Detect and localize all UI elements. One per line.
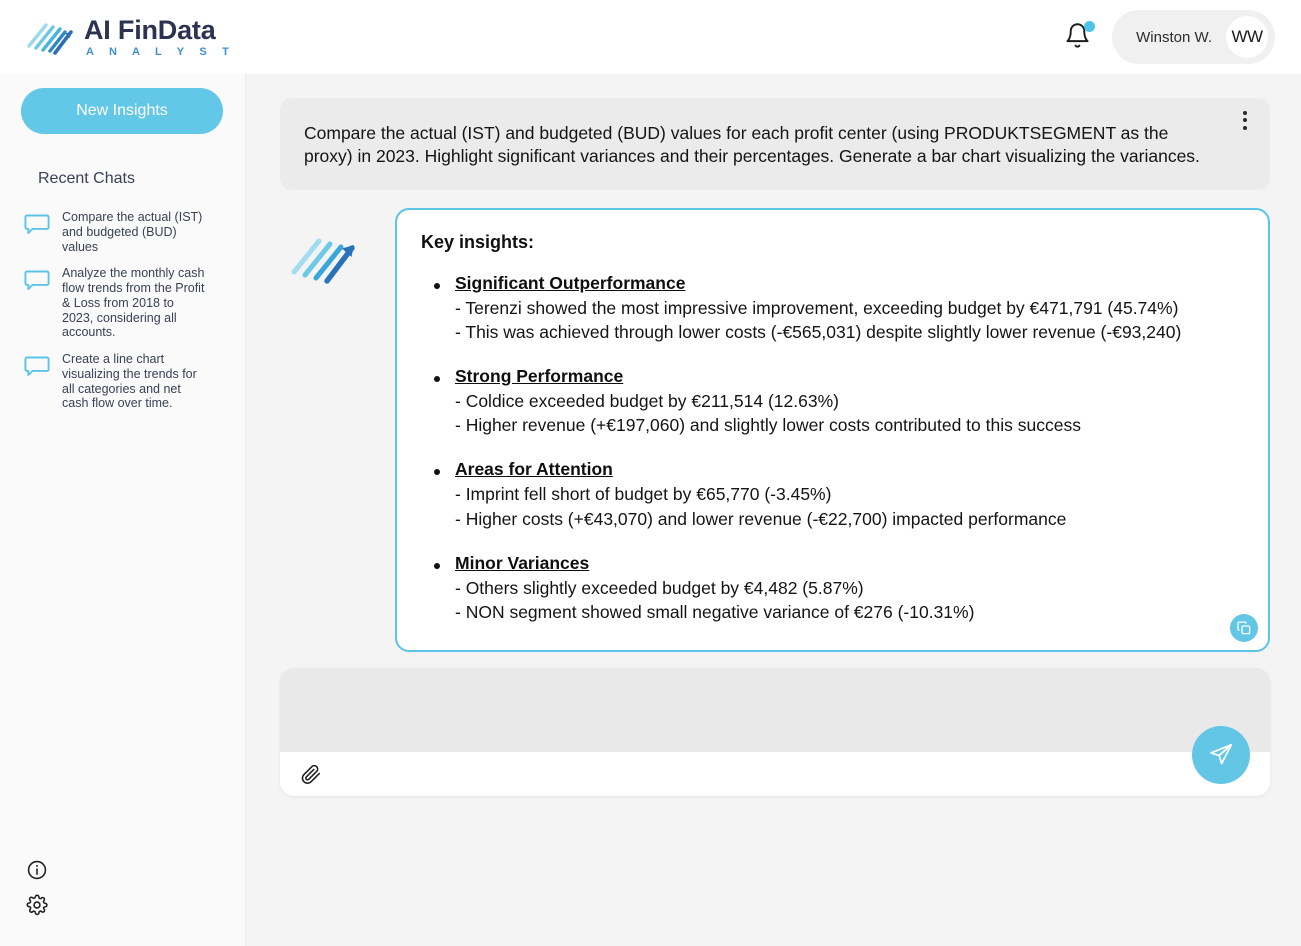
list-item[interactable] <box>0 260 245 346</box>
insights-list <box>421 273 1242 624</box>
user-message-text: Compare the actual (IST) and budgeted (BUD) values for each profit center (using PRODUKTSEGMENT as the proxy) in 2023. Highlight significant variances and their percentages. Generate a bar chart visualizing the variances. <box>304 123 1200 166</box>
insight-line: - This was achieved through lower costs (-€565,031) despite slightly lower revenue (-€93,240) <box>455 321 1182 342</box>
recent-chats-heading: Recent Chats <box>38 170 135 187</box>
sidebar-footer <box>0 859 245 946</box>
chat-bubble-icon <box>24 269 50 291</box>
user-menu[interactable] <box>1112 10 1275 64</box>
answer-card <box>395 208 1270 652</box>
gear-icon[interactable] <box>26 894 48 916</box>
insight-heading: Areas for Attention <box>455 459 613 480</box>
user-name: Winston W. <box>1136 28 1212 46</box>
notifications-button[interactable] <box>1064 21 1094 53</box>
chat-bubble-icon <box>24 355 50 377</box>
list-item-label: Analyze the monthly cash flow trends from the Profit & Loss from 2018 to 2023, considering all accounts. <box>62 266 205 340</box>
chat-bubble-icon <box>24 213 50 235</box>
logo-title: AI FinData <box>84 14 216 45</box>
logo-subtitle: A N A L Y S T <box>86 45 236 58</box>
list-item <box>421 553 1242 624</box>
diagonal-bars-arrow-logo-icon <box>24 15 80 59</box>
insight-line: - Coldice exceeded budget by €211,514 (12.63%) <box>455 391 839 412</box>
list-item-label: Compare the actual (IST) and budgeted (BUD) values <box>62 210 203 254</box>
user-message <box>280 98 1270 190</box>
insight-line: - Higher revenue (+€197,060) and slightly lower costs contributed to this success <box>455 415 1081 436</box>
list-item[interactable] <box>0 204 245 260</box>
body <box>0 74 1301 946</box>
insight-heading: Strong Performance <box>455 366 624 387</box>
copy-button[interactable] <box>1230 614 1258 642</box>
copy-icon <box>1236 620 1252 636</box>
list-item-label: Create a line chart visualizing the trends for all categories and net cash flow over time. <box>62 352 197 411</box>
insight-heading: Significant Outperformance <box>455 272 686 293</box>
top-bar-actions <box>1064 10 1275 64</box>
composer-area <box>280 668 1270 810</box>
attach-button[interactable] <box>300 761 326 787</box>
list-item[interactable] <box>0 346 245 417</box>
insight-line: - Imprint fell short of budget by €65,770 (-3.45%) <box>455 484 832 505</box>
kebab-menu-icon[interactable] <box>1234 106 1256 134</box>
notification-badge <box>1084 21 1095 32</box>
list-item <box>421 459 1242 530</box>
new-insights-button[interactable]: New Insights <box>21 88 223 134</box>
app-logo[interactable] <box>24 15 235 59</box>
paperclip-icon <box>300 763 322 785</box>
composer-toolbar <box>280 752 1270 796</box>
insight-line: - Others slightly exceeded budget by €4,482 (5.87%) <box>455 577 864 598</box>
insight-heading: Minor Variances <box>455 552 590 573</box>
insight-line: - Terenzi showed the most impressive improvement, exceeding budget by €471,791 (45.74%) <box>455 297 1179 318</box>
answer-title: Key insights: <box>421 231 535 252</box>
recent-chats-list <box>0 204 245 417</box>
sidebar <box>0 74 246 946</box>
composer <box>280 668 1270 796</box>
send-icon <box>1208 742 1234 768</box>
info-icon[interactable] <box>26 859 48 881</box>
list-item <box>421 273 1242 344</box>
ai-logo-icon <box>288 228 366 292</box>
message-input[interactable] <box>280 668 1270 752</box>
avatar: WW <box>1226 16 1268 58</box>
send-button[interactable] <box>1192 726 1250 784</box>
insight-line: - NON segment showed small negative variance of €276 (-10.31%) <box>455 601 975 622</box>
list-item <box>421 366 1242 437</box>
insight-line: - Higher costs (+€43,070) and lower revenue (-€22,700) impacted performance <box>455 508 1067 529</box>
main-content <box>246 74 1301 946</box>
assistant-message <box>280 208 1270 652</box>
top-bar <box>0 0 1301 74</box>
